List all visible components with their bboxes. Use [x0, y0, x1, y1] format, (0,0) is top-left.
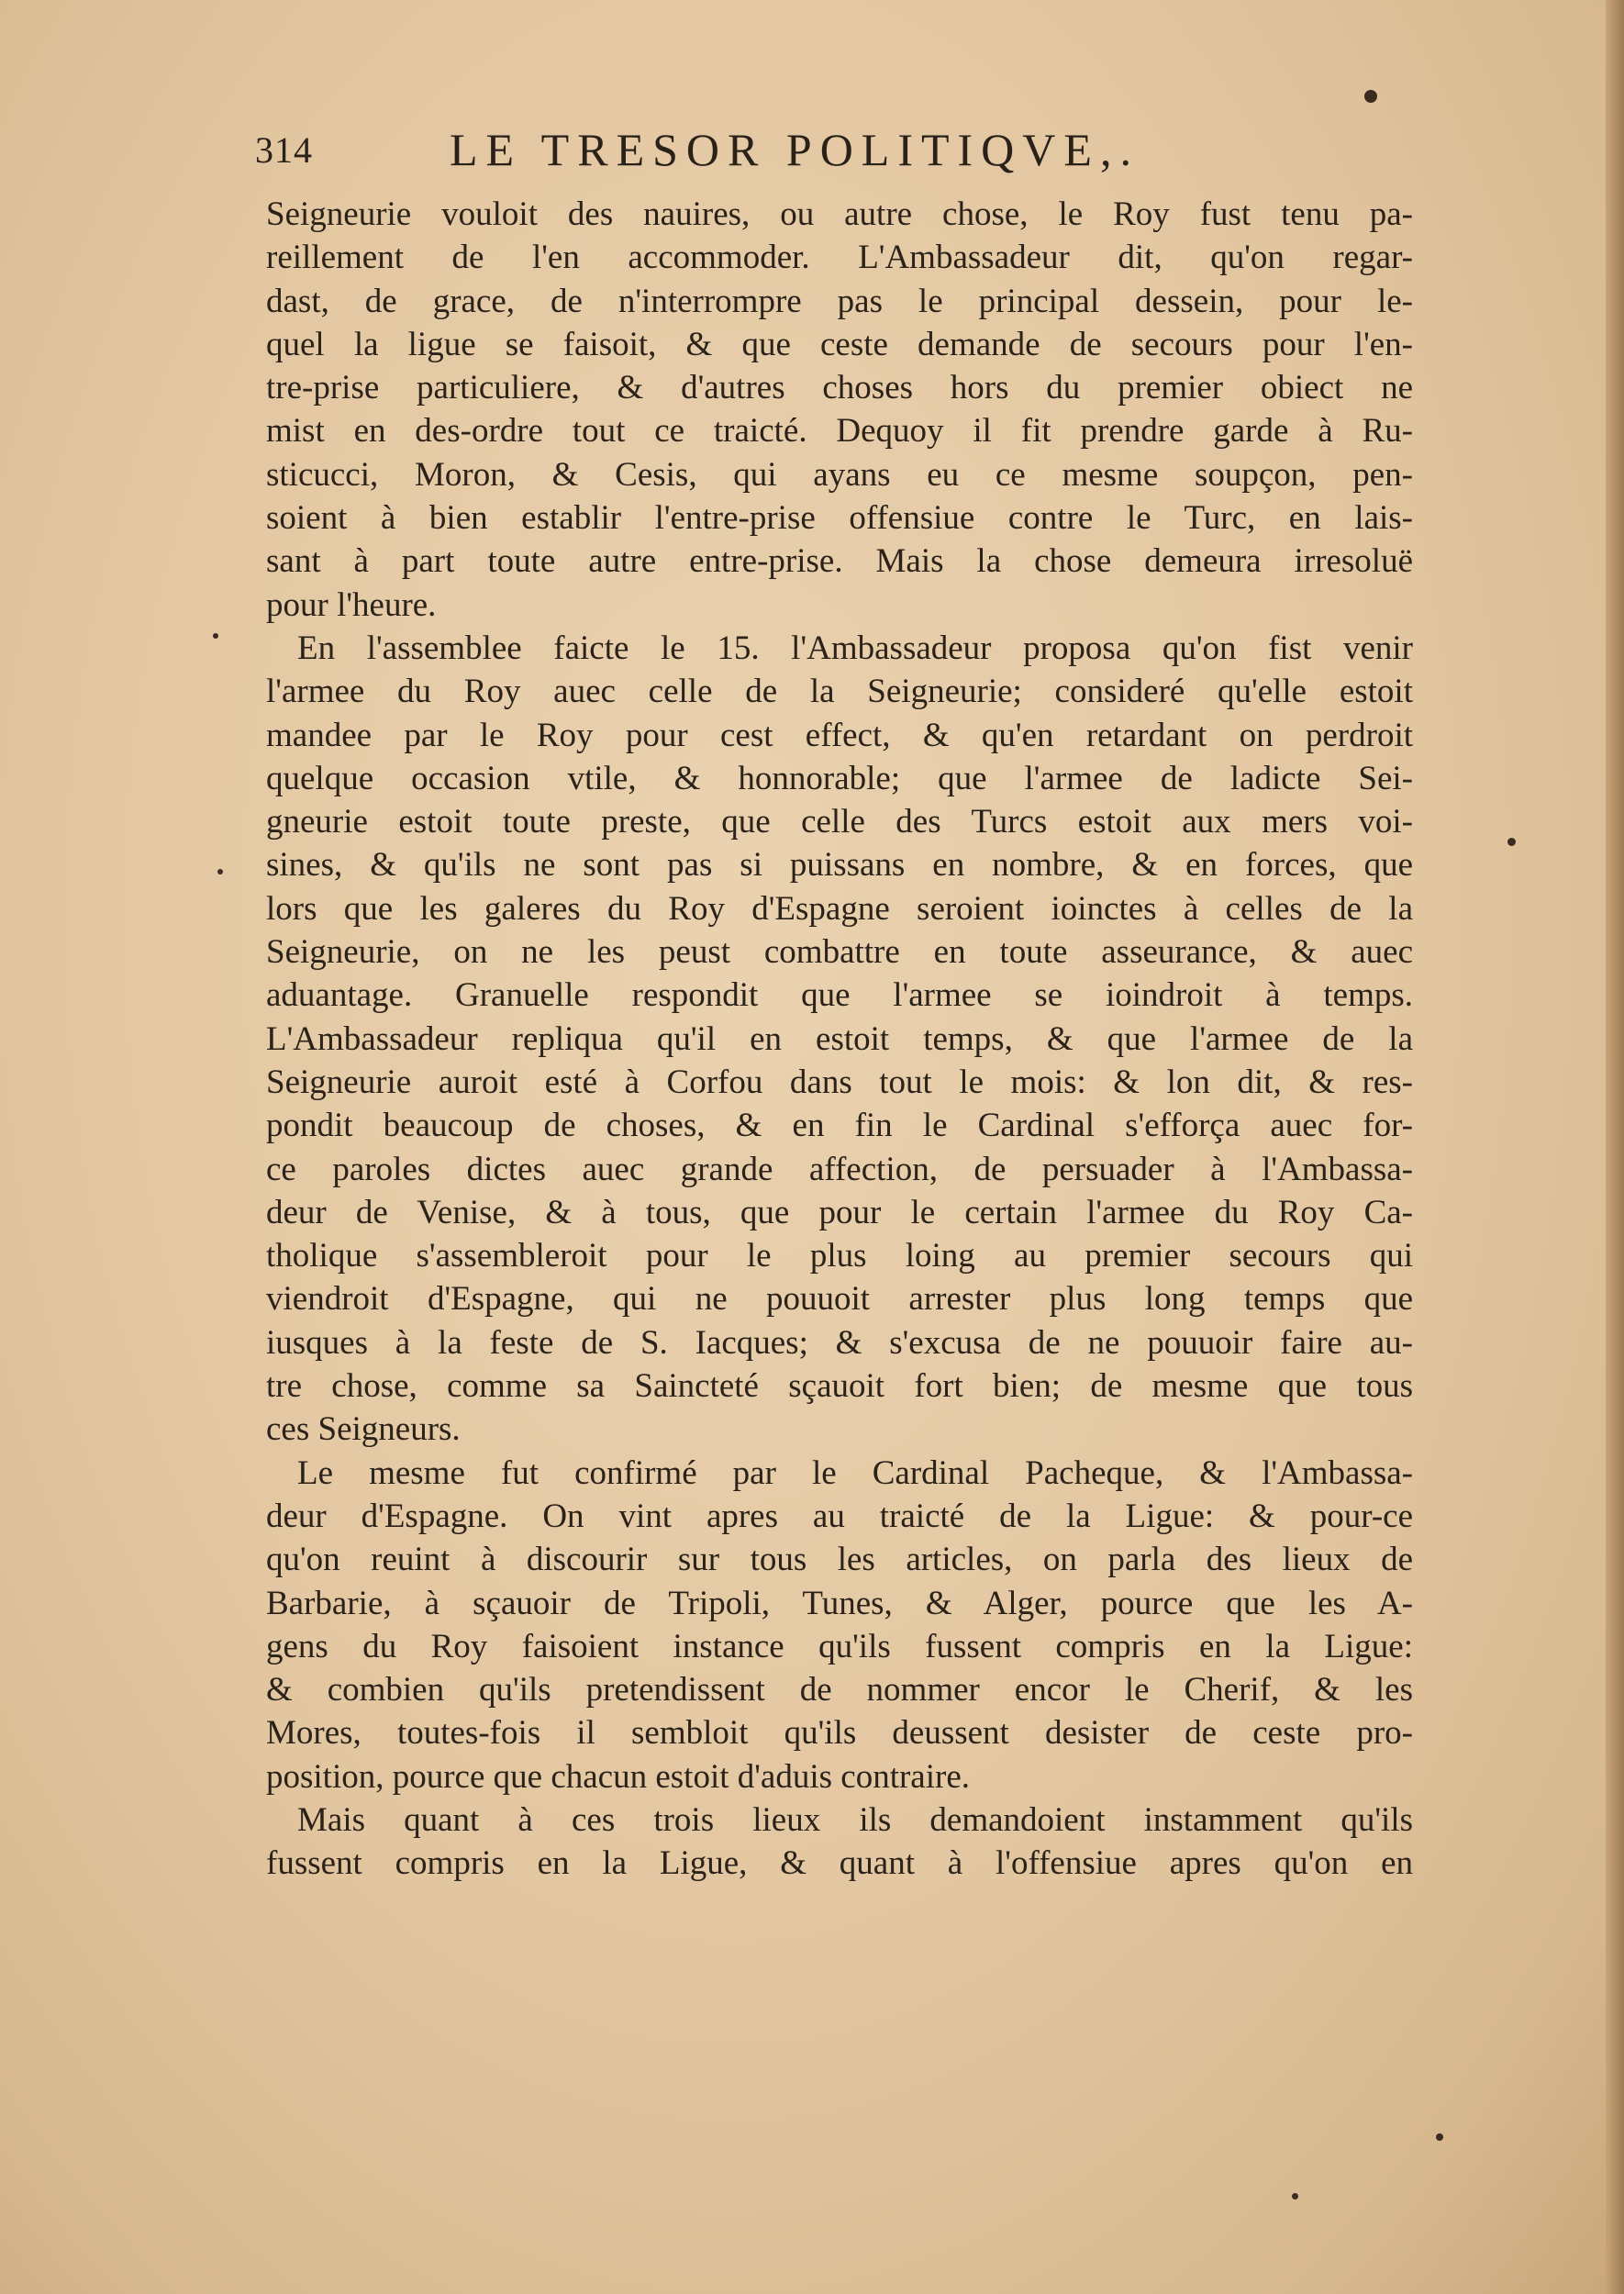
text-line: Le mesme fut confirmé par le Cardinal Pacheque, & l'Ambassa-	[297, 1453, 1413, 1492]
text-line: En l'assemblee faicte le 15. l'Ambassadeur proposa qu'on fist venir	[297, 629, 1413, 667]
page-header	[255, 117, 1301, 182]
text-line: reillement de l'en accommoder. L'Ambassadeur dit, qu'on regar-	[266, 239, 1413, 277]
text-line: viendroit d'Espagne, qui ne pouuoit arrester plus long temps que	[266, 1280, 1413, 1319]
text-line: mist en des-ordre tout ce traicté. Dequoy il fit prendre garde à Ru-	[266, 412, 1413, 451]
text-line: tholique s'assembleroit pour le plus loing au premier secours qui	[266, 1237, 1413, 1275]
text-line: soient à bien establir l'entre-prise offensiue contre le Turc, en lais-	[266, 499, 1413, 538]
text-line: Seigneurie auroit esté à Corfou dans tout le mois: & lon dit, & res-	[266, 1063, 1413, 1101]
ink-speck	[217, 869, 223, 874]
text-line: pondit beaucoup de choses, & en fin le Cardinal s'efforça auec for-	[266, 1107, 1413, 1145]
text-line: gens du Roy faisoient instance qu'ils fussent compris en la Ligue:	[266, 1627, 1413, 1665]
ink-speck	[1436, 2133, 1443, 2141]
text-line: gneurie estoit toute preste, que celle des Turcs estoit aux mers voi-	[266, 803, 1413, 841]
text-line: iusques à la feste de S. Iacques; & s'excusa de ne pouuoir faire au-	[266, 1323, 1413, 1362]
text-line: sant à part toute autre entre-prise. Mais la chose demeura irresoluë	[266, 542, 1413, 581]
text-line: quelque occasion vtile, & honnorable; que l'armee de ladicte Sei-	[266, 759, 1413, 797]
text-line: ces Seigneurs.	[266, 1410, 461, 1449]
text-line: qu'on reuint à discourir sur tous les articles, on parla des lieux de	[266, 1541, 1413, 1579]
text-line: tre-prise particuliere, & d'autres choses hors du premier obiect ne	[266, 369, 1413, 407]
text-line: deur d'Espagne. On vint apres au traicté de la Ligue: & pour-ce	[266, 1497, 1413, 1535]
page-number: 314	[255, 129, 313, 171]
text-line: quel la ligue se faisoit, & que ceste demande de secours pour l'en-	[266, 325, 1413, 363]
text-line: deur de Venise, & à tous, que pour le certain l'armee du Roy Ca-	[266, 1193, 1413, 1231]
text-line: fussent compris en la Ligue, & quant à l'offensiue apres qu'on en	[266, 1844, 1413, 1883]
text-line: & combien qu'ils pretendissent de nommer encor le Cherif, & les	[266, 1671, 1413, 1709]
text-line: dast, de grace, de n'interrompre pas le principal dessein, pour le-	[266, 282, 1413, 320]
text-line: Seigneurie, on ne les peust combattre en toute asseurance, & auec	[266, 933, 1413, 972]
text-line: lors que les galeres du Roy d'Espagne seroient ioinctes à celles de la	[266, 889, 1413, 928]
text-line: pour l'heure.	[266, 585, 437, 624]
text-line: L'Ambassadeur repliqua qu'il en estoit temps, & que l'armee de la	[266, 1019, 1413, 1058]
text-line: Mais quant à ces trois lieux ils demandoient instamment qu'ils	[297, 1800, 1413, 1839]
ink-speck	[1507, 838, 1516, 846]
text-line: sines, & qu'ils ne sont pas si puissans en nombre, & en forces, que	[266, 846, 1413, 885]
text-line: position, pource que chacun estoit d'aduis contraire.	[266, 1757, 970, 1796]
ink-speck	[1292, 2193, 1298, 2199]
text-line: aduantage. Granuelle respondit que l'armee se ioindroit à temps.	[266, 976, 1413, 1015]
text-line: sticucci, Moron, & Cesis, qui ayans eu ce mesme soupçon, pen-	[266, 455, 1413, 494]
body-text	[266, 193, 1413, 1886]
page-edge-shadow	[1606, 0, 1624, 2294]
running-title: LE TRESOR POLITIQVE,.	[450, 124, 1140, 175]
ink-speck	[213, 633, 218, 639]
text-line: ce paroles dictes auec grande affection, de persuader à l'Ambassa-	[266, 1150, 1413, 1188]
text-line: tre chose, comme sa Saincteté sçauoit fort bien; de mesme que tous	[266, 1367, 1413, 1406]
ink-speck	[1364, 90, 1377, 103]
text-line: Mores, toutes-fois il sembloit qu'ils deussent desister de ceste pro-	[266, 1714, 1413, 1753]
text-line: Seigneurie vouloit des nauires, ou autre chose, le Roy fust tenu pa-	[266, 195, 1413, 233]
text-line: l'armee du Roy auec celle de la Seigneurie; consideré qu'elle estoit	[266, 673, 1413, 711]
text-line: Barbarie, à sçauoir de Tripoli, Tunes, & Alger, pource que les A-	[266, 1584, 1413, 1622]
text-line: mandee par le Roy pour cest effect, & qu'en retardant on perdroit	[266, 716, 1413, 754]
